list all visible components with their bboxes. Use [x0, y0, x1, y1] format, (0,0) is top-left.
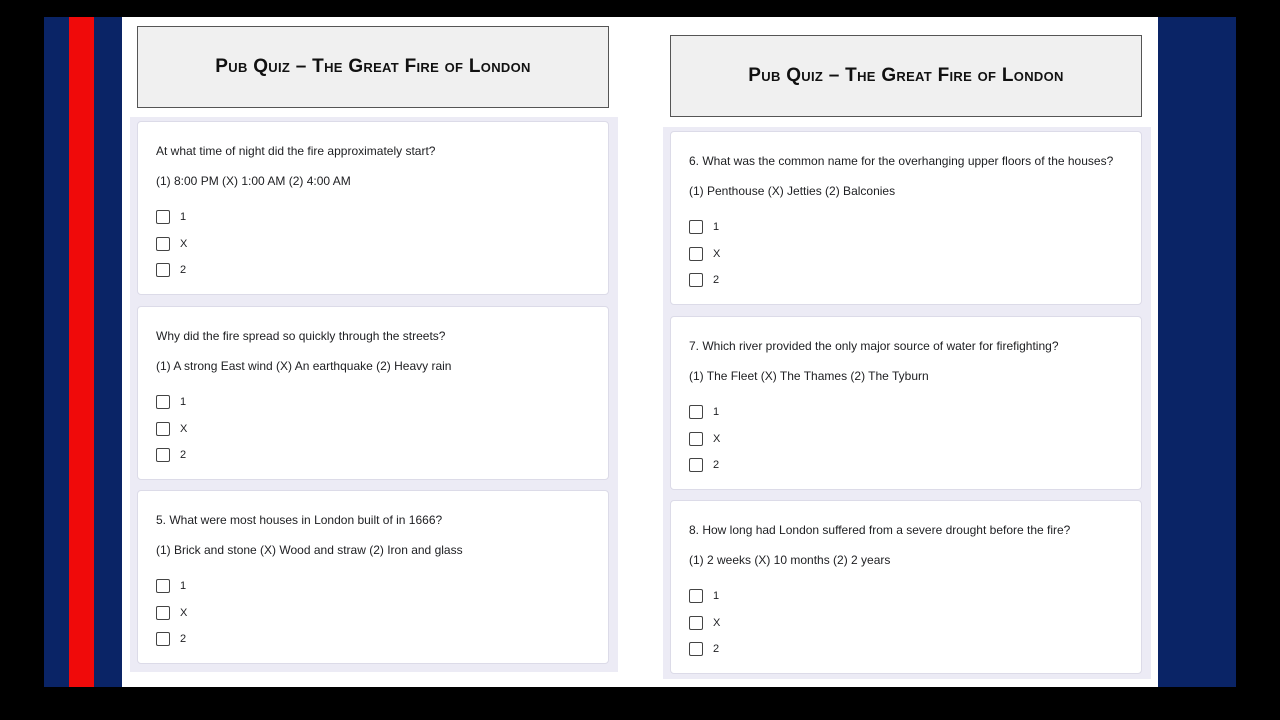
page-title: Pub Quiz – The Great Fire of London: [748, 65, 1064, 86]
choice-label: 2: [713, 643, 720, 656]
choice-label: X: [713, 247, 721, 260]
choice-label: X: [180, 237, 188, 250]
choice-label: X: [713, 432, 721, 445]
answer-options-text: (1) 2 weeks (X) 10 months (2) 2 years: [689, 553, 891, 567]
choice-1[interactable]: [156, 389, 187, 416]
checkbox[interactable]: [689, 247, 703, 261]
page-title: Pub Quiz – The Great Fire of London: [215, 56, 531, 77]
checkbox[interactable]: [156, 395, 170, 409]
checkbox[interactable]: [156, 237, 170, 251]
choice-label: 2: [713, 274, 720, 287]
question-text: 5. What were most houses in London built of in 1666?: [156, 513, 443, 527]
choice-2[interactable]: [689, 267, 720, 294]
choice-label: X: [713, 616, 721, 629]
choice-label: 1: [713, 590, 720, 603]
checkbox[interactable]: [156, 579, 170, 593]
choice-x[interactable]: [156, 416, 187, 443]
choice-label: 1: [713, 406, 720, 419]
question-text: 7. Which river provided the only major source of water for firefighting?: [689, 339, 1059, 353]
question-card: [137, 490, 609, 664]
question-card: [137, 121, 609, 295]
choice-2[interactable]: [156, 442, 187, 469]
checkbox[interactable]: [156, 632, 170, 646]
answer-options-text: (1) 8:00 PM (X) 1:00 AM (2) 4:00 AM: [156, 174, 351, 188]
choice-label: 1: [713, 221, 720, 234]
choice-2[interactable]: [689, 636, 720, 663]
red-stripe: [69, 17, 94, 687]
choice-label: 2: [180, 449, 187, 462]
choice-label: 2: [180, 633, 187, 646]
checkbox[interactable]: [689, 405, 703, 419]
question-card: [670, 131, 1142, 305]
choice-1[interactable]: [156, 204, 187, 231]
checkbox[interactable]: [156, 210, 170, 224]
choice-1[interactable]: [689, 583, 720, 610]
choice-label: 2: [180, 264, 187, 277]
choice-label: 1: [180, 396, 187, 409]
checkbox[interactable]: [689, 616, 703, 630]
question-text: 8. How long had London suffered from a severe drought before the fire?: [689, 523, 1071, 537]
question-card: [670, 316, 1142, 490]
choice-x[interactable]: [689, 241, 720, 268]
choice-2[interactable]: [156, 257, 187, 284]
answer-options-text: (1) Penthouse (X) Jetties (2) Balconies: [689, 184, 896, 198]
slide-frame: [44, 17, 1236, 687]
choice-2[interactable]: [156, 626, 187, 653]
choice-list: [156, 573, 187, 653]
navy-stripe-right: [1158, 17, 1236, 687]
question-card: [670, 500, 1142, 674]
choice-1[interactable]: [689, 214, 720, 241]
answer-options-text: (1) A strong East wind (X) An earthquake (2) Heavy rain: [156, 359, 452, 373]
question-card: [137, 306, 609, 480]
choice-label: 1: [180, 211, 187, 224]
choice-1[interactable]: [156, 573, 187, 600]
choice-1[interactable]: [689, 399, 720, 426]
choice-list: [689, 583, 720, 663]
checkbox[interactable]: [156, 448, 170, 462]
choice-label: X: [180, 606, 188, 619]
choice-x[interactable]: [689, 610, 720, 637]
choice-label: 1: [180, 580, 187, 593]
checkbox[interactable]: [689, 458, 703, 472]
question-text: 6. What was the common name for the overhanging upper floors of the houses?: [689, 154, 1114, 168]
checkbox[interactable]: [156, 263, 170, 277]
checkbox[interactable]: [689, 273, 703, 287]
question-text: Why did the fire spread so quickly through the streets?: [156, 329, 446, 343]
checkbox[interactable]: [689, 589, 703, 603]
choice-label: 2: [713, 459, 720, 472]
checkbox[interactable]: [689, 642, 703, 656]
checkbox[interactable]: [156, 422, 170, 436]
checkbox[interactable]: [689, 432, 703, 446]
navy-stripe-left: [44, 17, 69, 687]
choice-2[interactable]: [689, 452, 720, 479]
question-text: At what time of night did the fire approximately start?: [156, 144, 436, 158]
navy-stripe-left-inner: [94, 17, 122, 687]
title-box-right: [670, 35, 1142, 117]
choice-label: X: [180, 422, 188, 435]
checkbox[interactable]: [156, 606, 170, 620]
choice-x[interactable]: [156, 231, 187, 258]
answer-options-text: (1) Brick and stone (X) Wood and straw (2) Iron and glass: [156, 543, 463, 557]
choice-list: [156, 389, 187, 469]
checkbox[interactable]: [689, 220, 703, 234]
choice-x[interactable]: [156, 600, 187, 627]
title-box-left: [137, 26, 609, 108]
answer-options-text: (1) The Fleet (X) The Thames (2) The Tyburn: [689, 369, 929, 383]
choice-x[interactable]: [689, 426, 720, 453]
choice-list: [156, 204, 187, 284]
choice-list: [689, 399, 720, 479]
choice-list: [689, 214, 720, 294]
